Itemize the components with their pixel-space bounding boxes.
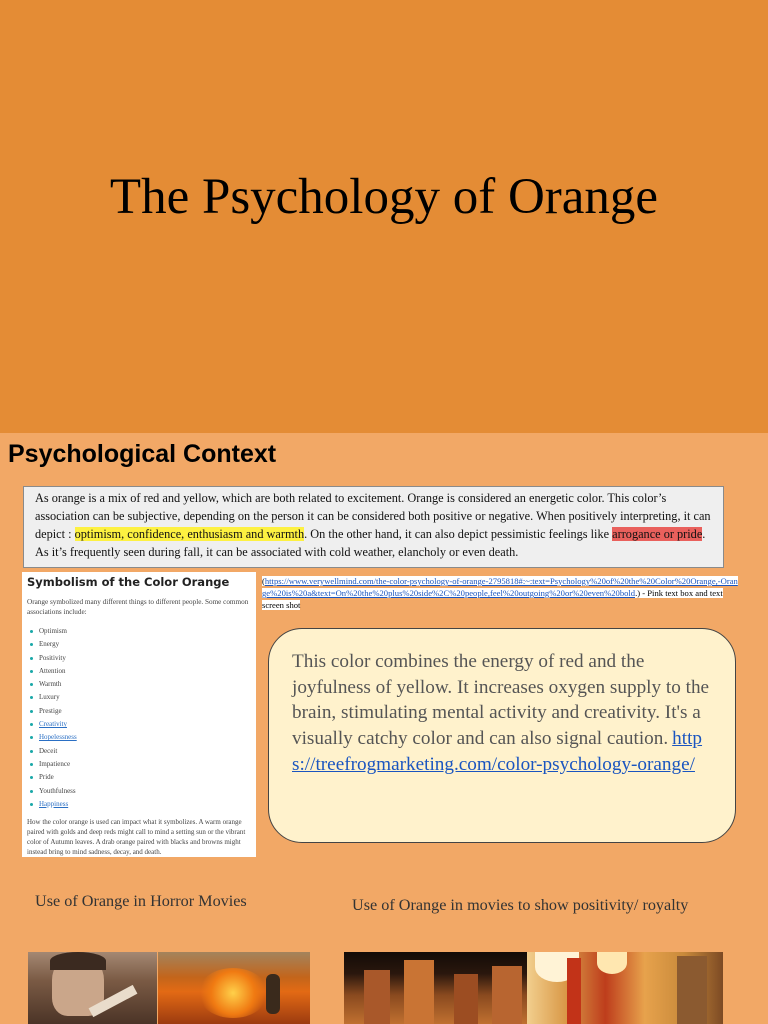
royalty-caption: Use of Orange in movies to show positivity/ royalty xyxy=(352,896,689,914)
intro-text-part3: . As it’s frequently seen during fall, it can be associated with cold weather, elancholy or even death. xyxy=(35,527,706,559)
screenshot-intro: Orange symbolized many different things to different people. Some common associations include: xyxy=(27,598,249,616)
intro-text-box xyxy=(23,486,724,568)
screenshot-title: Symbolism of the Color Orange xyxy=(27,575,230,589)
list-item-link[interactable]: Creativity xyxy=(39,718,252,731)
list-item: Warmth xyxy=(39,678,252,691)
list-item: Prestige xyxy=(39,705,252,718)
quote-box xyxy=(268,628,736,843)
list-item: Attention xyxy=(39,665,252,678)
source-note xyxy=(262,575,742,611)
source-suffix: .) - Pink text box and text screen shot xyxy=(262,588,723,610)
list-item: Luxury xyxy=(39,691,252,704)
royalty-movie-still-1 xyxy=(344,952,530,1024)
source-open-paren: ( xyxy=(262,576,265,586)
horror-movie-still-2 xyxy=(158,952,310,1024)
list-item: Youthfulness xyxy=(39,785,252,798)
symbolism-screenshot xyxy=(22,572,256,857)
quote-link[interactable]: https://treefrogmarketing.com/color-psychology-orange/ xyxy=(292,728,703,775)
list-item: Pride xyxy=(39,771,252,784)
positive-traits-highlight: optimism, confidence, enthusiasm and warmth xyxy=(74,527,305,541)
intro-text-part2: . On the other hand, it can also depict pessimistic feelings like xyxy=(304,527,613,541)
list-item: Energy xyxy=(39,638,252,651)
list-item: Positivity xyxy=(39,652,252,665)
intro-text-part1: As orange is a mix of red and yellow, which are both related to excitement. Orange is considered an energetic color. This color’s association can be subjective, depending on the person it can be considered both positive or negative. When positively interpreting, it can depict : xyxy=(35,491,711,541)
list-item-link[interactable]: Hopelessness xyxy=(39,731,252,744)
horror-caption: Use of Orange in Horror Movies xyxy=(35,892,247,910)
slide-title: The Psychology of Orange xyxy=(109,169,659,225)
list-item-link[interactable]: Happiness xyxy=(39,798,252,811)
quote-text: This color combines the energy of red and the joyfulness of yellow. It increases oxygen supply to the brain, stimulating mental activity and creativity. It's a visually catchy color and can also signal caution. xyxy=(292,651,710,750)
list-item: Deceit xyxy=(39,745,252,758)
source-link[interactable]: https://www.verywellmind.com/the-color-psychology-of-orange-2795818#:~:text=Psychology%20of%20the%20Color%20Orange,-Orange%20is%20a&text=On%20the%20plus%20side%2C%20people,feel%20outgoing%20or%20even%20bold xyxy=(262,576,738,598)
section-heading: Psychological Context xyxy=(8,440,277,468)
negative-traits-highlight: arrogance or pride xyxy=(612,527,703,541)
list-item: Optimism xyxy=(39,625,252,638)
horror-movie-still-1 xyxy=(28,952,157,1024)
title-slide xyxy=(0,0,768,433)
associations-list xyxy=(27,625,252,811)
royalty-movie-still-2 xyxy=(527,952,723,1024)
screenshot-outro: How the color orange is used can impact what it symbolizes. A warm orange paired with golds and deep reds might call to mind a setting sun or the vibrant color of Autumn leaves. A drab orange paired with blacks and browns might instead bring to mind sadness, decay, and death. xyxy=(27,818,246,857)
list-item: Impatience xyxy=(39,758,252,771)
